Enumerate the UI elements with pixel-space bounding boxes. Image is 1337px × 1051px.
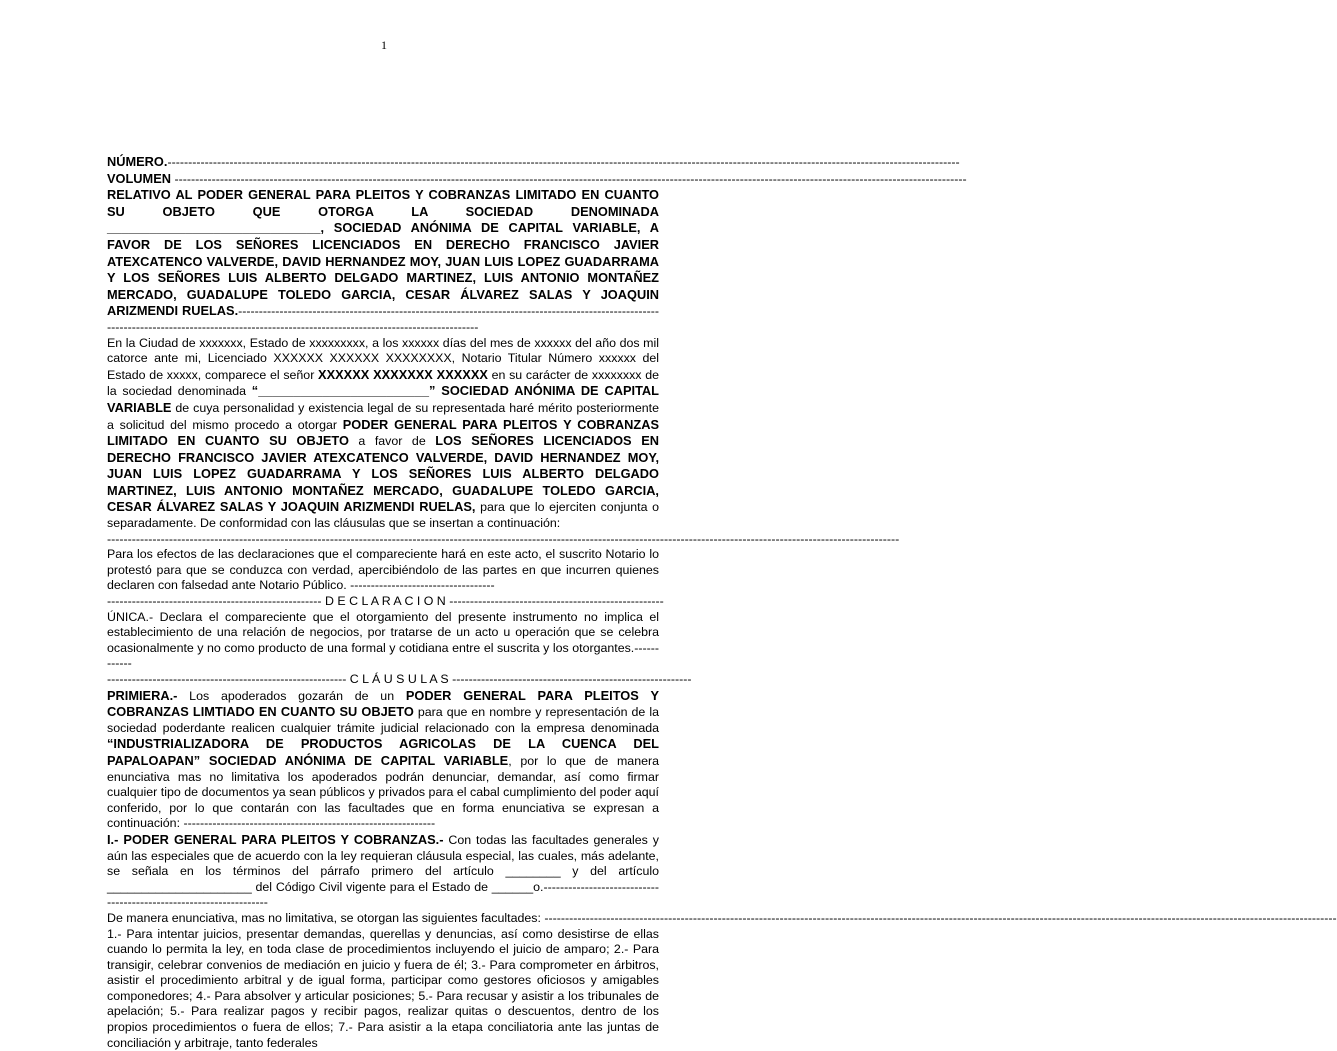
intro-text: En la Ciudad de xxxxxxx, Estado de xxxxxxxxx, a los xxxxxx días del mes de xxxxxx del año dos mil catorce ante mi, Licenciado XXXXXX XXXXXX XXXXXXXX, Notario Titular Número xxxxxx del Estado de xxxxx, comparece el señor bbox=[107, 336, 659, 382]
primera-paragraph: PRIMIERA.- Los apoderados gozarán de un PODER GENERAL PARA PLEITOS Y COBRANZAS LIMTIADO EN CUANTO SU OBJETO para que en nombre y representación de la sociedad poderdante realicen cualquier trámite judicial relacionado con la empresa denominada “INDUSTRIALIZADORA DE PRODUCTOS AGRICOLAS DE LA CUENCA DEL PAPALOAPAN” SOCIEDAD ANÓNIMA DE CAPITAL VARIABLE, por lo que de manera enunciativa mas no limitativa los apoderados podrán denunciar, demandar, así como firmar cualquier tipo de documentos ya sean públicos y privados para el cabal cumplimiento del poder aquí conferido, por lo que contarán con las facultades que en forma enunciativa se expresan a continuación: ------------------------------------------------------------- bbox=[107, 688, 659, 832]
primera-label: PRIMIERA.- bbox=[107, 688, 177, 703]
intro-text: a favor de bbox=[349, 434, 435, 448]
section1-label: I.- PODER GENERAL PARA PLEITOS Y COBRANZAS.- bbox=[107, 832, 443, 847]
deed-document bbox=[107, 154, 659, 1051]
relativo-title: RELATIVO AL PODER GENERAL PARA PLEITOS Y COBRANZAS LIMITADO EN CUANTO SU OBJETO QUE OTORGA LA SOCIEDAD DENOMINADA ______________________________, SOCIEDAD ANÓNIMA DE CAPITAL VARIABLE, A FAVOR DE LOS SEÑORES LICENCIADOS EN DERECHO FRANCISCO JAVIER ATEXCATENCO VALVERDE, DAVID HERNANDEZ MOY, JUAN LUIS LOPEZ GUADARRAMA Y LOS SEÑORES LUIS ALBERTO DELGADO MARTINEZ, LUIS ANTONIO MONTAÑEZ MERCADO, GUADALUPE TOLEDO GARCIA, CESAR ÁLVAREZ SALAS Y JOAQUIN ARIZMENDI RUELAS. bbox=[107, 187, 659, 318]
volumen-label: VOLUMEN bbox=[107, 171, 171, 186]
efectos-paragraph: Para los efectos de las declaraciones que el compareciente hará en este acto, el suscrito Notario lo protestó para que se conduzca con verdad, apercibiéndolo de las partes en que incurren quienes declaren con falsedad ante Notario Público. ----------------------------------- bbox=[107, 547, 659, 594]
numero-line bbox=[107, 154, 659, 171]
primera-poder: PODER GENERAL PARA PLEITOS Y COBRANZAS LIMTIADO EN CUANTO SU OBJETO bbox=[107, 688, 659, 720]
dash-filler bbox=[167, 155, 959, 169]
relativo-paragraph bbox=[107, 187, 659, 335]
clausulas-heading: C L Á U S U L A S bbox=[350, 672, 449, 686]
dash-filler bbox=[544, 911, 1336, 925]
compareciente-name: XXXXXX XXXXXXX XXXXXX bbox=[318, 367, 488, 382]
volumen-line bbox=[107, 171, 659, 188]
enunciativa-text: De manera enunciativa, mas no limitativa, se otorgan las siguientes facultades: bbox=[107, 911, 544, 925]
clausulas-heading-line: ---------------------------------------------------------- C L Á U S U L A S ---------------------------------------------------------- bbox=[107, 672, 659, 688]
empresa-name: “INDUSTRIALIZADORA DE PRODUCTOS AGRICOLAS DE LA CUENCA DEL PAPALOAPAN” SOCIEDAD ANÓNIMA DE CAPITAL VARIABLE bbox=[107, 736, 659, 768]
poder-title: PODER GENERAL PARA PLEITOS Y COBRANZAS LIMITADO EN CUANTO SU OBJETO bbox=[107, 417, 659, 449]
intro-text: de cuya personalidad y existencia legal de su representada haré mérito posteriormente a solicitud del mismo procedo a otorgar bbox=[107, 401, 659, 432]
dash-filler bbox=[107, 532, 899, 546]
intro-text: en su carácter de xxxxxxxx de la sociedad denominada bbox=[107, 368, 659, 399]
page-number: 1 bbox=[0, 38, 768, 53]
primera-text: Los apoderados gozarán de un bbox=[177, 689, 406, 703]
intro-paragraph bbox=[107, 336, 659, 532]
intro-text: para que lo ejerciten conjunta o separadamente. De conformidad con las cláusulas que se insertan a continuación: bbox=[107, 500, 659, 530]
facultades-paragraph: 1.- Para intentar juicios, presentar demandas, querellas y denuncias, así como desistirse de ellas cuando lo permita la ley, en toda clase de procedimientos incluyendo el juicio de amparo; 2.- Para transigir, celebrar convenios de mediación en juicio y fuera de él; 3.- Para comprometer en árbitros, asistir el procedimiento arbitral y de igual forma, participar como gestores oficiosos y amigables componedores; 4.- Para absolver y articular posiciones; 5.- Para recusar y asistir a los tribunales de apelación; 5.- Para realizar pagos y recibir pagos, realizar quitas o descuentos, dentro de los propios procedimientos o fuera de ellos; 7.- Para asistir a la etapa conciliatoria ante las juntas de conciliación y arbitraje, tanto federales bbox=[107, 927, 659, 1051]
sociedad-name: “________________________” SOCIEDAD ANÓNIMA DE CAPITAL VARIABLE bbox=[107, 383, 659, 415]
primera-text: , por lo que de manera enunciativa mas no limitativa los apoderados podrán denunciar, demandar, así como firmar cualquier tipo de documentos ya sean públicos y privados para el cabal cumplimiento del poder aquí conferido, por lo que contarán con las facultades que en forma enunciativa se expresan a continuación: bbox=[107, 754, 659, 830]
dash-filler bbox=[174, 172, 966, 186]
section1-text: Con todas las facultades generales y aún las especiales que de acuerdo con la ley requieran cláusula especial, las cuales, más adelante, se señala en los términos del párrafo primero del artículo ________ y del artículo _____________________ del Código Civil vigente para el Estado de ______o. bbox=[107, 833, 659, 894]
separator-line bbox=[107, 532, 659, 548]
efectos-text: Para los efectos de las declaraciones que el compareciente hará en este acto, el suscrito Notario lo protestó para que se conduzca con verdad, apercibiéndolo de las partes en que incurren quienes declaren con falsedad ante Notario Público. bbox=[107, 547, 659, 592]
unica-text: ÚNICA.- Declara el compareciente que el otorgamiento del presente instrumento no implica el establecimiento de una relación de negocios, por tratarse de un acto u operación que se celebra ocasionalmente y no como producto de una formal y cotidiana entre el suscrita y los otorgantes. bbox=[107, 610, 659, 655]
enunciativa-line bbox=[107, 911, 659, 927]
numero-label: NÚMERO. bbox=[107, 154, 167, 169]
section1-paragraph: I.- PODER GENERAL PARA PLEITOS Y COBRANZAS.- Con todas las facultades generales y aún las especiales que de acuerdo con la ley requieran cláusula especial, las cuales, más adelante, se señala en los términos del párrafo primero del artículo ________ y del artículo _____________________ del Código Civil vigente para el Estado de ______o.------------------------------------------------------------------- bbox=[107, 832, 659, 911]
primera-text: para que en nombre y representación de la sociedad poderdante realicen cualquier trámite judicial relacionado con la empresa denominada bbox=[107, 705, 659, 735]
unica-paragraph: ÚNICA.- Declara el compareciente que el otorgamiento del presente instrumento no implica el establecimiento de una relación de negocios, por tratarse de un acto u operación que se celebra ocasionalmente y no como producto de una formal y cotidiana entre el suscrita y los otorgantes.------------ bbox=[107, 610, 659, 672]
declaracion-heading-line: ---------------------------------------------------- D E C L A R A C I O N ---------------------------------------------------- bbox=[107, 594, 659, 610]
declaracion-heading: D E C L A R A C I O N bbox=[325, 594, 446, 608]
apoderados-names: LOS SEÑORES LICENCIADOS EN DERECHO FRANCISCO JAVIER ATEXCATENCO VALVERDE, DAVID HERNANDEZ MOY, JUAN LUIS LOPEZ GUADARRAMA Y LOS SEÑORES LUIS ALBERTO DELGADO MARTINEZ, LUIS ANTONIO MONTAÑEZ MERCADO, GUADALUPE TOLEDO GARCIA, CESAR ÁLVAREZ SALAS Y JOAQUIN ARIZMENDI RUELAS, bbox=[107, 433, 659, 514]
